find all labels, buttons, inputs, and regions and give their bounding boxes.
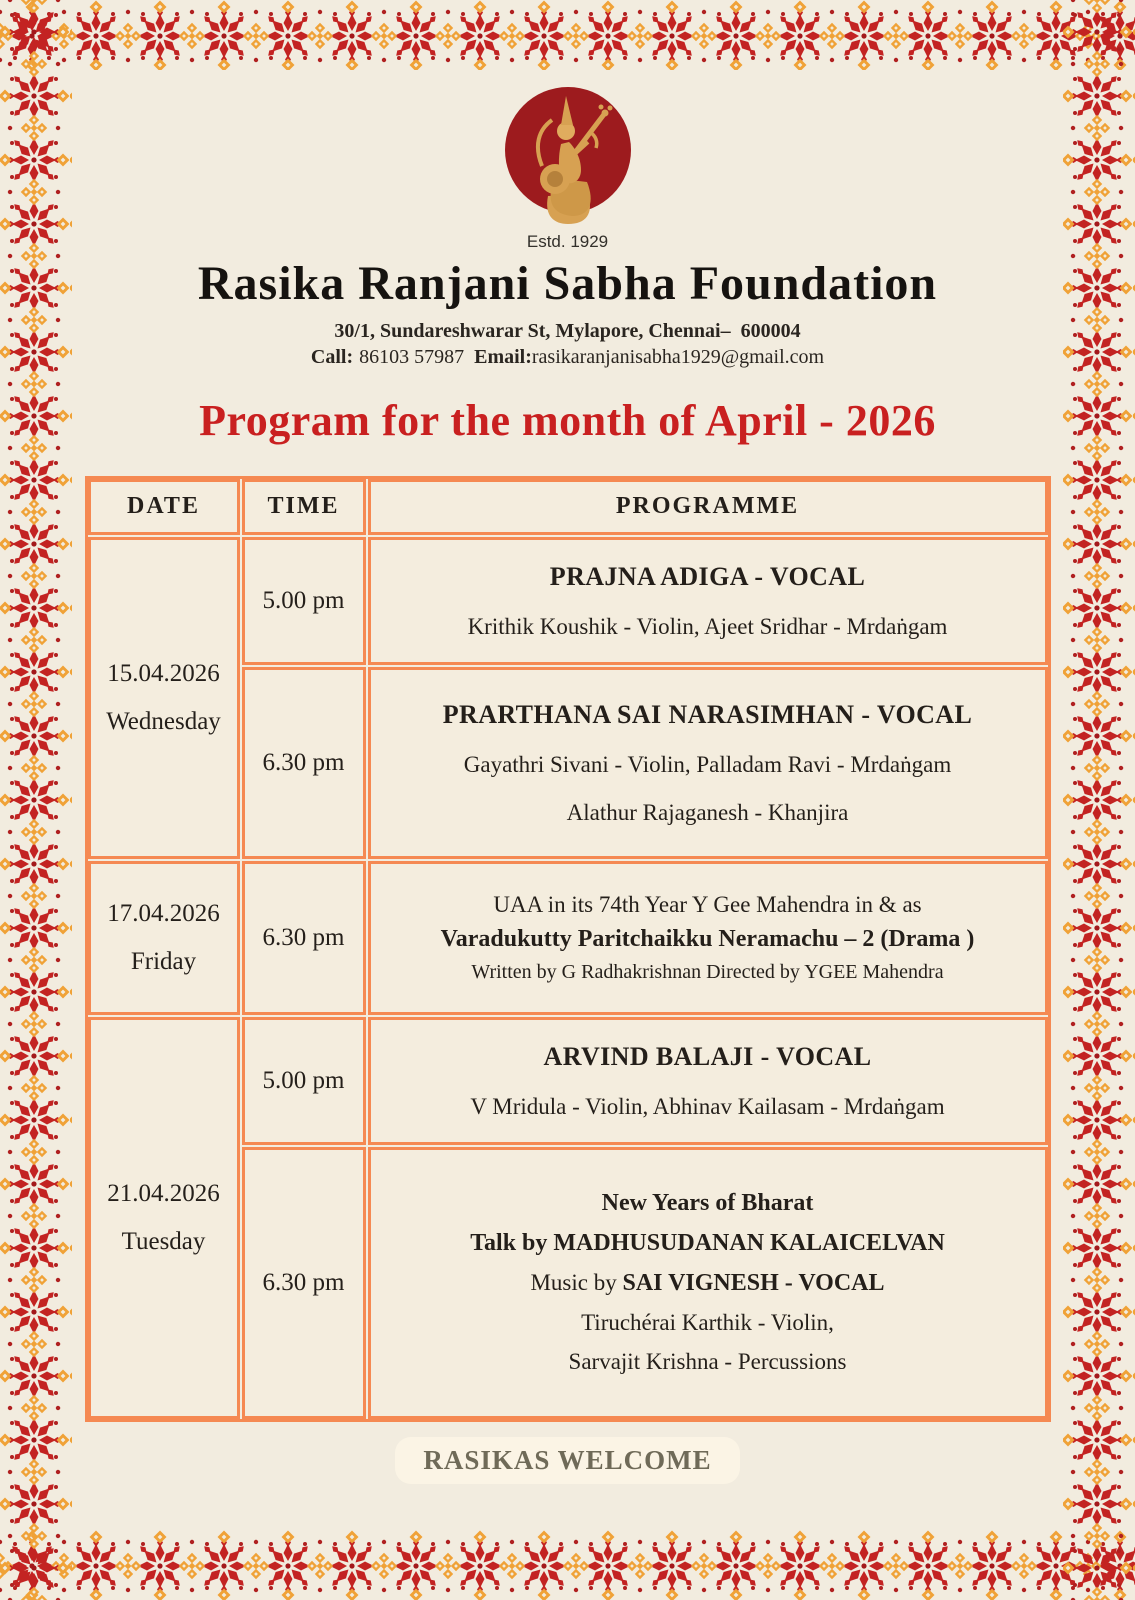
email-label: Email: xyxy=(474,345,532,368)
programme-line: Varadukutty Paritchaikku Neramachu – 2 (Drama ) xyxy=(440,925,975,952)
time-cell: 6.30 pm xyxy=(242,1147,366,1419)
column-header-programme: PROGRAMME xyxy=(368,479,1048,535)
welcome-badge-wrap xyxy=(0,1437,1135,1484)
org-address: 30/1, Sundareshwarar St, Mylapore, Chennai– 600004 xyxy=(334,319,801,342)
time-cell: 5.00 pm xyxy=(242,1017,366,1145)
welcome-badge: RASIKAS WELCOME xyxy=(395,1437,739,1484)
programme-line: Sarvajit Krishna - Percussions xyxy=(568,1349,847,1375)
programme-line: Krithik Koushik - Violin, Ajeet Sridhar - Mrdaṅgam xyxy=(467,613,948,639)
date-cell xyxy=(88,861,240,1015)
time-cell: 6.30 pm xyxy=(242,861,366,1015)
day-value: Wednesday xyxy=(106,707,221,735)
programme-line: New Years of Bharat xyxy=(601,1190,814,1217)
programme-line: Gayathri Sivani - Violin, Palladam Ravi - Mrdaṅgam xyxy=(463,751,952,777)
program-title: Program for the month of April - 2026 xyxy=(199,395,936,445)
estd-text: Estd. 1929 xyxy=(526,232,609,251)
date-value: 21.04.2026 xyxy=(107,1179,220,1207)
logo xyxy=(502,82,634,228)
contact-line xyxy=(0,346,1135,369)
programme-line: Talk by MADHUSUDANAN KALAICELVAN xyxy=(470,1230,945,1257)
programme-cell xyxy=(368,1017,1048,1145)
date-value: 17.04.2026 xyxy=(107,899,220,927)
programme-line: Tiruchérai Karthik - Violin, xyxy=(581,1310,834,1336)
programme-line: Written by G Radhakrishnan Directed by YGEE Mahendra xyxy=(471,960,944,983)
day-value: Tuesday xyxy=(121,1227,206,1255)
call-label: Call: xyxy=(310,345,354,368)
org-title: Rasika Ranjani Sabha Foundation xyxy=(197,257,938,310)
date-cell xyxy=(88,1017,240,1419)
programme-line: PRARTHANA SAI NARASIMHAN - VOCAL xyxy=(442,699,973,729)
schedule-table xyxy=(85,476,1051,1422)
programme-cell xyxy=(368,1147,1048,1419)
programme-cell xyxy=(368,667,1048,859)
column-header-time: TIME xyxy=(242,479,366,535)
phone-number: 86103 57987 xyxy=(359,345,465,368)
programme-line: PRAJNA ADIGA - VOCAL xyxy=(549,561,866,591)
time-cell: 5.00 pm xyxy=(242,537,366,665)
date-value: 15.04.2026 xyxy=(107,659,220,687)
programme-line: UAA in its 74th Year Y Gee Mahendra in & as xyxy=(493,891,922,917)
time-cell: 6.30 pm xyxy=(242,667,366,859)
saraswati-statue-icon xyxy=(502,82,634,228)
programme-line: ARVIND BALAJI - VOCAL xyxy=(543,1041,872,1071)
day-value: Friday xyxy=(130,947,197,975)
column-header-date: DATE xyxy=(88,479,240,535)
programme-cell xyxy=(368,861,1048,1015)
programme-line: Music by SAI VIGNESH - VOCAL xyxy=(530,1270,885,1297)
programme-line: V Mridula - Violin, Abhinav Kailasam - Mrdaṅgam xyxy=(470,1093,945,1119)
date-cell xyxy=(88,537,240,859)
programme-cell xyxy=(368,537,1048,665)
email-address: rasikaranjanisabha1929@gmail.com xyxy=(531,345,825,368)
programme-line: Alathur Rajaganesh - Khanjira xyxy=(566,799,849,825)
